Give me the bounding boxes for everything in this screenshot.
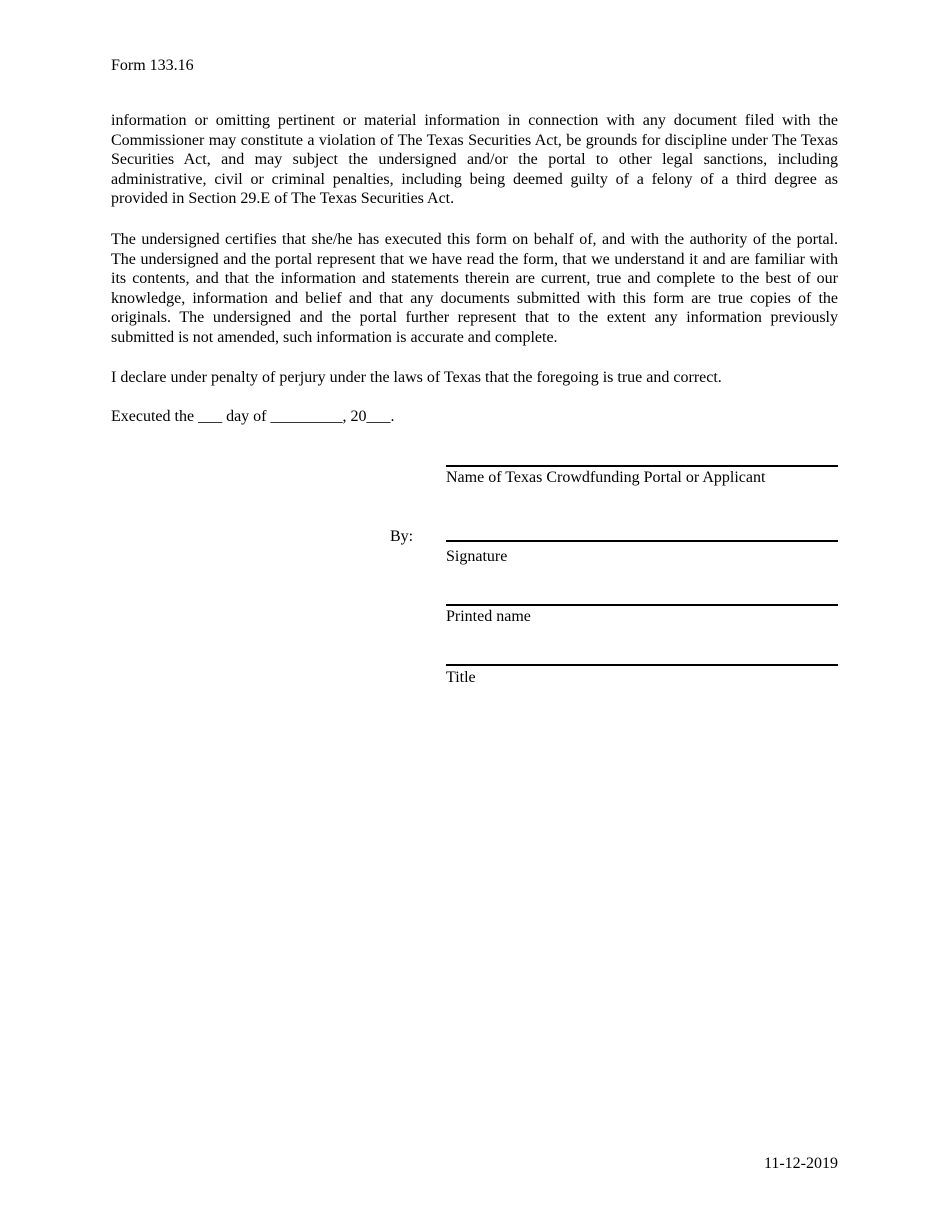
certification-paragraph: The undersigned certifies that she/he has executed this form on behalf of, and with the authority of the portal. The undersigned and the portal represent that we have read the form, that we understand it and are familiar with its contents, and that the information and statements therein are current, true and complete to the best of our knowledge, information and belief and that any documents submitted with this form are true copies of the originals. The undersigned and the portal further represent that to the extent any information previously submitted is not amended, such information is accurate and complete. <box>111 231 838 346</box>
title-label: Title <box>446 669 476 686</box>
form-number: Form 133.16 <box>111 57 194 74</box>
signature-line <box>446 540 838 542</box>
portal-name-label: Name of Texas Crowdfunding Portal or Applicant <box>446 469 766 486</box>
printed-name-line <box>446 604 838 606</box>
perjury-declaration: I declare under penalty of perjury under the laws of Texas that the foregoing is true and correct. <box>111 369 722 386</box>
printed-name-label: Printed name <box>446 608 531 625</box>
signature-label: Signature <box>446 548 508 565</box>
executed-date-line: Executed the ___ day of _________, 20___. <box>111 408 395 425</box>
title-line <box>446 664 838 666</box>
revision-date: 11-12-2019 <box>763 1155 838 1172</box>
by-label: By: <box>390 528 414 545</box>
penalty-paragraph: information or omitting pertinent or material information in connection with any document filed with the Commissioner may constitute a violation of The Texas Securities Act, be grounds for discipline under The Texas Securities Act, and may subject the undersigned and/or the portal to other legal sanctions, including administrative, civil or criminal penalties, including being deemed guilty of a felony of a third degree as provided in Section 29.E of The Texas Securities Act. <box>111 112 838 208</box>
portal-name-line <box>446 465 838 467</box>
